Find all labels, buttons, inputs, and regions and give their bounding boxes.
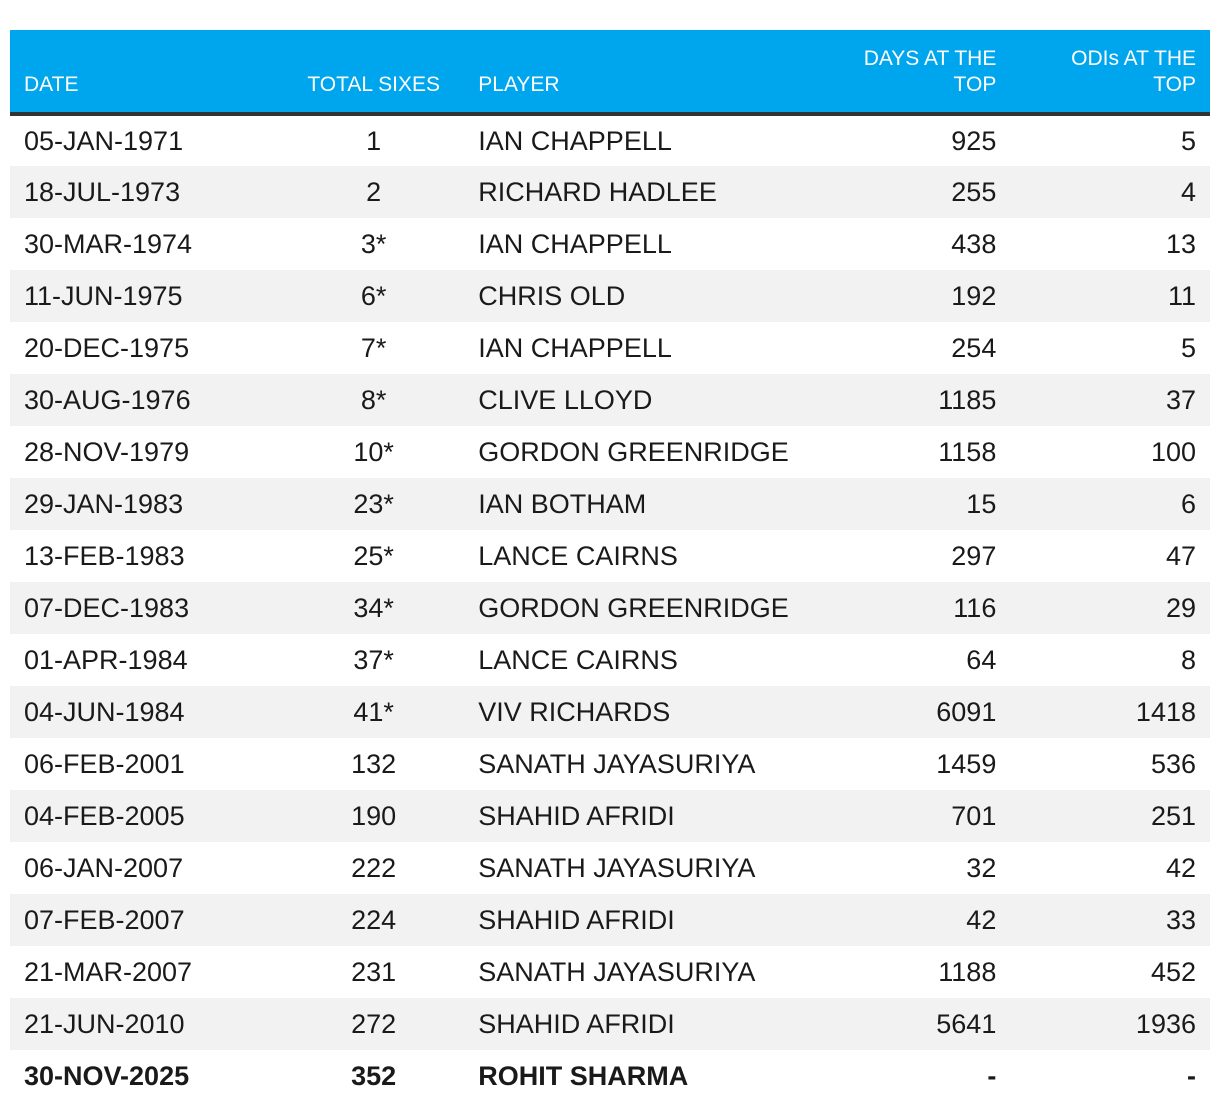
table-row bbox=[10, 582, 1210, 634]
cell-date: 30-AUG-1976 bbox=[24, 384, 191, 415]
cell-odis-at-top: 452 bbox=[1150, 956, 1196, 987]
cell-player: SANATH JAYASURIYA bbox=[478, 748, 756, 779]
cell-total-sixes: 1 bbox=[366, 125, 382, 156]
cell-total-sixes: 352 bbox=[283, 1050, 464, 1102]
cell-total-sixes: 272 bbox=[351, 1008, 397, 1039]
cell-date: 21-MAR-2007 bbox=[24, 956, 193, 987]
cell-odis-at-top: 1936 bbox=[1135, 1008, 1196, 1039]
table-row bbox=[10, 790, 1210, 842]
cell-odis-at-top: 42 bbox=[1165, 852, 1196, 883]
cell-days-at-top: 701 bbox=[951, 800, 997, 831]
header-odis-at-top: ODIs AT THE TOP bbox=[1010, 30, 1210, 114]
cell-odis-at-top: 251 bbox=[1150, 800, 1196, 831]
cell-days-at-top: 6091 bbox=[936, 696, 997, 727]
cell-player: IAN CHAPPELL bbox=[478, 125, 672, 156]
header-row bbox=[10, 30, 1210, 114]
cell-days-at-top: 5641 bbox=[936, 1008, 997, 1039]
table-row-current-record bbox=[10, 1050, 1210, 1102]
cell-date: 04-JUN-1984 bbox=[24, 696, 185, 727]
cell-days-at-top: 254 bbox=[951, 332, 997, 363]
cell-odis-at-top: 4 bbox=[1180, 176, 1196, 207]
cell-odis-at-top: 47 bbox=[1165, 540, 1196, 571]
cell-player: LANCE CAIRNS bbox=[478, 644, 678, 675]
sixes-record-table bbox=[10, 30, 1210, 1102]
table-row bbox=[10, 634, 1210, 686]
cell-player: ROHIT SHARMA bbox=[464, 1050, 815, 1102]
cell-player: SHAHID AFRIDI bbox=[478, 800, 675, 831]
table-row bbox=[10, 218, 1210, 270]
cell-player: SANATH JAYASURIYA bbox=[478, 956, 756, 987]
cell-player: IAN BOTHAM bbox=[478, 488, 647, 519]
table-row bbox=[10, 998, 1210, 1050]
cell-total-sixes: 231 bbox=[351, 956, 397, 987]
cell-date: 20-DEC-1975 bbox=[24, 332, 190, 363]
cell-days-at-top: 15 bbox=[966, 488, 997, 519]
cell-odis-at-top: 1418 bbox=[1135, 696, 1196, 727]
cell-date: 30-NOV-2025 bbox=[10, 1050, 283, 1102]
cell-total-sixes: 10* bbox=[353, 436, 394, 467]
table-row bbox=[10, 842, 1210, 894]
cell-total-sixes: 6* bbox=[360, 280, 387, 311]
cell-player: CHRIS OLD bbox=[478, 280, 626, 311]
cell-player: GORDON GREENRIDGE bbox=[478, 592, 789, 623]
cell-date: 11-JUN-1975 bbox=[24, 280, 183, 311]
table-row bbox=[10, 270, 1210, 322]
cell-days-at-top: 255 bbox=[951, 176, 997, 207]
cell-total-sixes: 7* bbox=[360, 332, 387, 363]
cell-date: 28-NOV-1979 bbox=[24, 436, 190, 467]
cell-odis-at-top: 8 bbox=[1180, 644, 1196, 675]
cell-player: SHAHID AFRIDI bbox=[478, 904, 675, 935]
table-row bbox=[10, 114, 1210, 166]
cell-days-at-top: 1185 bbox=[938, 384, 997, 415]
header-days-at-top: DAYS AT THE TOP bbox=[815, 30, 1010, 114]
cell-date: 29-JAN-1983 bbox=[24, 488, 184, 519]
header-date: DATE bbox=[10, 30, 283, 114]
header-total-sixes: TOTAL SIXES bbox=[283, 30, 464, 114]
cell-player: GORDON GREENRIDGE bbox=[478, 436, 789, 467]
cell-odis-at-top: 5 bbox=[1180, 332, 1196, 363]
cell-date: 30-MAR-1974 bbox=[24, 228, 193, 259]
cell-days-at-top: 438 bbox=[951, 228, 997, 259]
cell-days-at-top: 116 bbox=[953, 592, 997, 623]
cell-days-at-top: 192 bbox=[951, 280, 997, 311]
sixes-record-table-container bbox=[10, 30, 1210, 1102]
cell-odis-at-top: 29 bbox=[1165, 592, 1196, 623]
table-row bbox=[10, 374, 1210, 426]
table-row bbox=[10, 166, 1210, 218]
cell-days-at-top: 1459 bbox=[936, 748, 997, 779]
table-body bbox=[10, 114, 1210, 1102]
cell-odis-at-top: - bbox=[1010, 1050, 1210, 1102]
cell-player: IAN CHAPPELL bbox=[478, 332, 672, 363]
cell-date: 13-FEB-1983 bbox=[24, 540, 185, 571]
cell-date: 21-JUN-2010 bbox=[24, 1008, 185, 1039]
cell-total-sixes: 25* bbox=[353, 540, 394, 571]
table-row bbox=[10, 894, 1210, 946]
cell-odis-at-top: 5 bbox=[1180, 125, 1196, 156]
table-row bbox=[10, 530, 1210, 582]
cell-total-sixes: 8* bbox=[360, 384, 387, 415]
header-player: PLAYER bbox=[464, 30, 815, 114]
cell-total-sixes: 132 bbox=[351, 748, 397, 779]
table-row bbox=[10, 686, 1210, 738]
cell-days-at-top: 1188 bbox=[938, 956, 997, 987]
cell-date: 18-JUL-1973 bbox=[24, 176, 181, 207]
table-row bbox=[10, 426, 1210, 478]
cell-days-at-top: 64 bbox=[966, 644, 997, 675]
cell-date: 01-APR-1984 bbox=[24, 644, 188, 675]
cell-date: 05-JAN-1971 bbox=[24, 125, 184, 156]
cell-total-sixes: 222 bbox=[351, 852, 397, 883]
cell-odis-at-top: 6 bbox=[1180, 488, 1196, 519]
cell-date: 06-FEB-2001 bbox=[24, 748, 185, 779]
cell-odis-at-top: 13 bbox=[1165, 228, 1196, 259]
table-row bbox=[10, 322, 1210, 374]
cell-odis-at-top: 100 bbox=[1150, 436, 1196, 467]
cell-date: 04-FEB-2005 bbox=[24, 800, 185, 831]
cell-date: 06-JAN-2007 bbox=[24, 852, 184, 883]
cell-total-sixes: 2 bbox=[366, 176, 382, 207]
cell-player: SHAHID AFRIDI bbox=[478, 1008, 675, 1039]
cell-total-sixes: 190 bbox=[351, 800, 397, 831]
cell-total-sixes: 3* bbox=[360, 228, 387, 259]
table-row bbox=[10, 738, 1210, 790]
cell-odis-at-top: 11 bbox=[1167, 280, 1196, 311]
cell-total-sixes: 34* bbox=[353, 592, 394, 623]
cell-days-at-top: 297 bbox=[951, 540, 997, 571]
cell-days-at-top: 32 bbox=[966, 852, 997, 883]
cell-date: 07-DEC-1983 bbox=[24, 592, 190, 623]
cell-player: IAN CHAPPELL bbox=[478, 228, 672, 259]
table-row bbox=[10, 946, 1210, 998]
cell-total-sixes: 23* bbox=[353, 488, 394, 519]
cell-player: LANCE CAIRNS bbox=[478, 540, 678, 571]
cell-odis-at-top: 33 bbox=[1165, 904, 1196, 935]
cell-total-sixes: 41* bbox=[353, 696, 394, 727]
cell-player: RICHARD HADLEE bbox=[478, 176, 717, 207]
cell-odis-at-top: 37 bbox=[1165, 384, 1196, 415]
cell-total-sixes: 37* bbox=[353, 644, 394, 675]
cell-date: 07-FEB-2007 bbox=[24, 904, 185, 935]
cell-player: CLIVE LLOYD bbox=[478, 384, 653, 415]
cell-days-at-top: 42 bbox=[966, 904, 997, 935]
cell-days-at-top: 1158 bbox=[938, 436, 997, 467]
table-row bbox=[10, 478, 1210, 530]
table-header bbox=[10, 30, 1210, 114]
cell-odis-at-top: 536 bbox=[1150, 748, 1196, 779]
cell-days-at-top: - bbox=[815, 1050, 1010, 1102]
cell-player: SANATH JAYASURIYA bbox=[478, 852, 756, 883]
cell-total-sixes: 224 bbox=[351, 904, 397, 935]
cell-days-at-top: 925 bbox=[951, 125, 997, 156]
cell-player: VIV RICHARDS bbox=[478, 696, 671, 727]
